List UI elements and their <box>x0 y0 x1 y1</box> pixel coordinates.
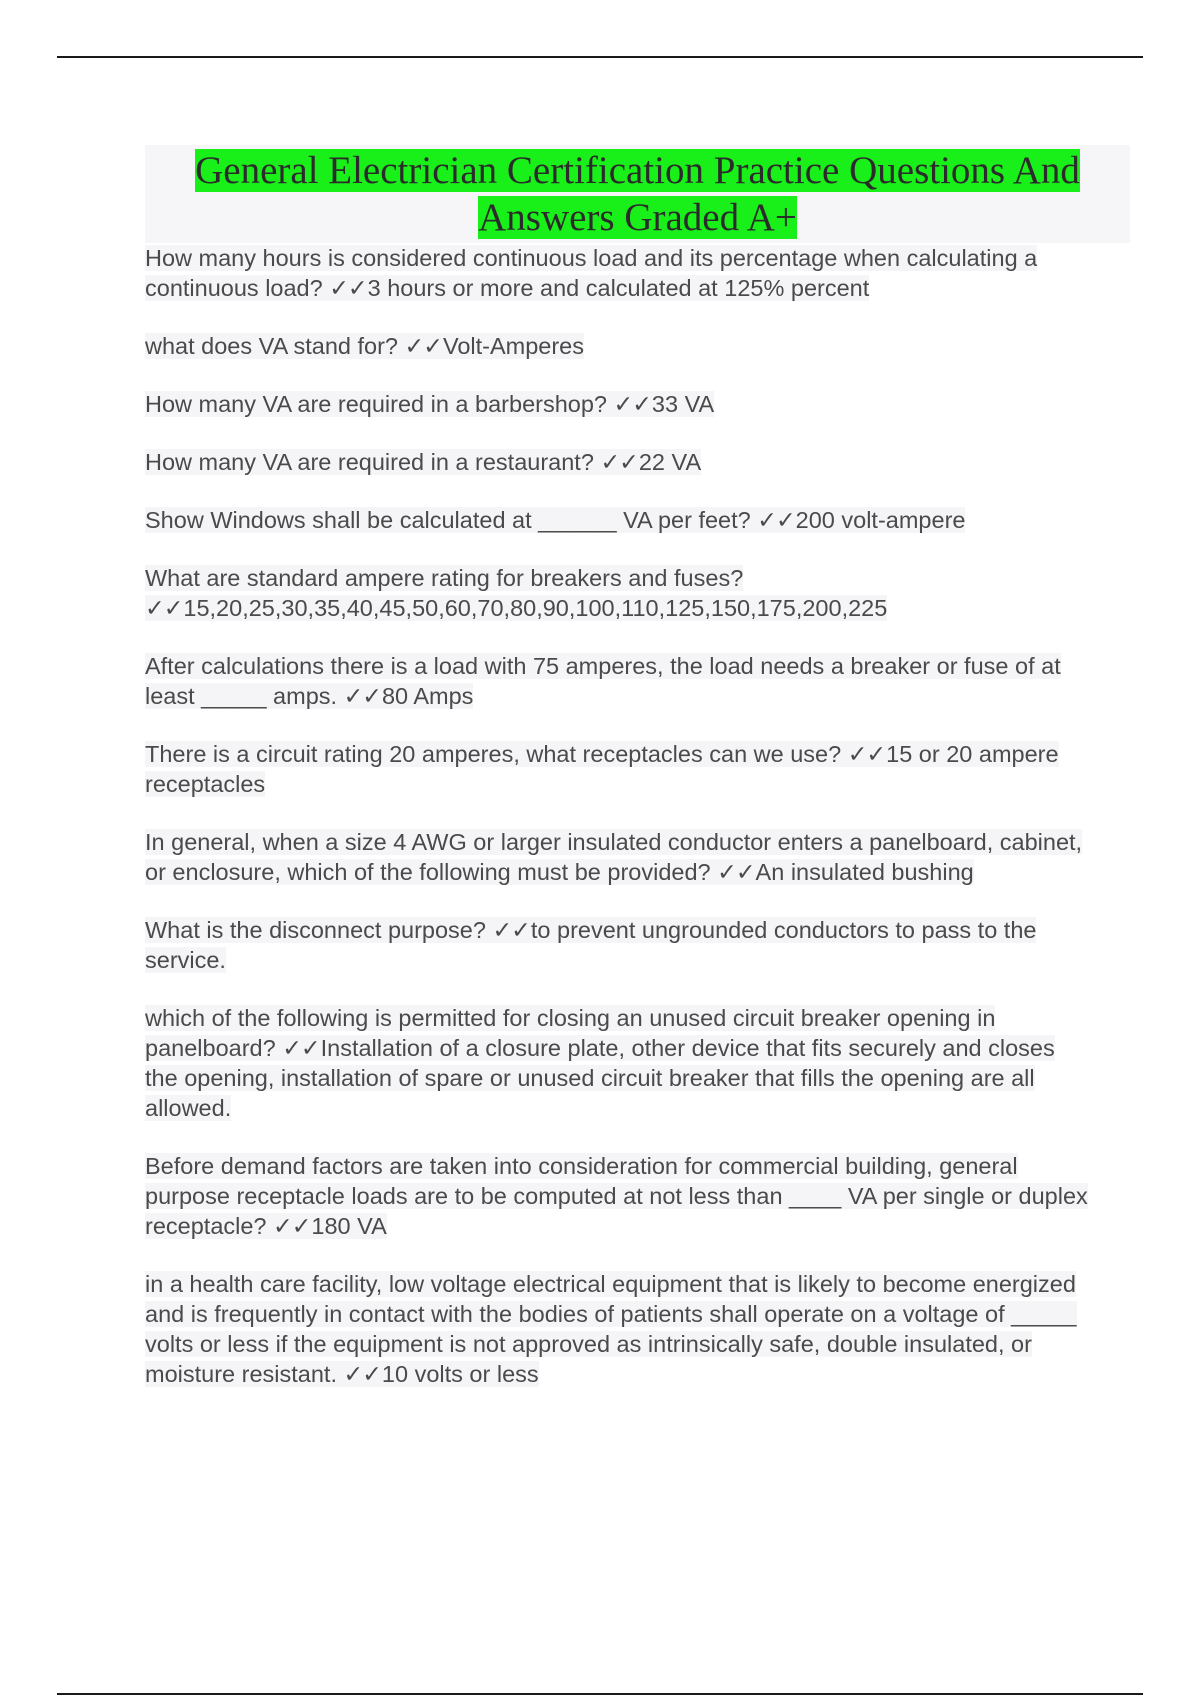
qa-text <box>145 1153 1088 1239</box>
qa-item <box>145 389 1090 419</box>
answer-text: 200 volt-ampere <box>795 507 966 533</box>
question-text: What are standard ampere rating for breakers and fuses? <box>145 565 744 591</box>
question-text: which of the following is permitted for closing an unused circuit breaker opening in panelboard? <box>145 1005 996 1061</box>
question-text: After calculations there is a load with 75 amperes, the load needs a breaker or fuse of at least _____ amps. <box>145 653 1061 709</box>
qa-item <box>145 1269 1090 1389</box>
qa-text <box>145 449 701 475</box>
double-check-icon: ✓✓ <box>717 859 755 885</box>
double-check-icon: ✓✓ <box>600 449 638 475</box>
qa-text <box>145 741 1059 797</box>
double-check-icon: ✓✓ <box>329 275 367 301</box>
bottom-rule <box>57 1693 1143 1695</box>
double-check-icon: ✓✓ <box>847 741 886 767</box>
qa-item <box>145 915 1090 975</box>
question-text: Show Windows shall be calculated at ______ VA per feet? <box>145 507 751 533</box>
title-block <box>145 145 1130 243</box>
double-check-icon: ✓✓ <box>404 333 442 359</box>
question-text: How many VA are required in a barbershop? <box>145 391 607 417</box>
qa-item <box>145 447 1090 477</box>
question-text: How many VA are required in a restaurant? <box>145 449 594 475</box>
question-text: Before demand factors are taken into consideration for commercial building, general purpose receptacle loads are to be computed at not less than ____ VA per single or duplex receptacle? <box>145 1153 1088 1239</box>
double-check-icon: ✓✓ <box>145 595 183 621</box>
answer-text: 22 VA <box>638 449 702 475</box>
qa-item <box>145 1151 1090 1241</box>
qa-text <box>145 653 1061 709</box>
qa-text <box>145 829 1082 885</box>
answer-text: 10 volts or less <box>381 1361 539 1387</box>
qa-list <box>145 243 1090 1389</box>
qa-item <box>145 1003 1090 1123</box>
answer-text: to prevent ungrounded conductors to pass to the service. <box>145 917 1037 973</box>
qa-item <box>145 739 1090 799</box>
qa-item <box>145 827 1090 887</box>
answer-text: 180 VA <box>311 1213 387 1239</box>
qa-text <box>145 245 1037 301</box>
qa-item <box>145 331 1090 361</box>
answer-text: Installation of a closure plate, other device that fits securely and closes the opening, installation of spare or unused circuit breaker that fills the opening are all allowed. <box>145 1035 1055 1121</box>
double-check-icon: ✓✓ <box>343 683 381 709</box>
answer-text: 33 VA <box>651 391 715 417</box>
answer-text: 80 Amps <box>381 683 474 709</box>
qa-item <box>145 651 1090 711</box>
qa-text <box>145 1005 1055 1121</box>
answer-text: Volt-Amperes <box>442 333 584 359</box>
qa-text <box>145 391 714 417</box>
qa-text <box>145 507 965 533</box>
qa-item <box>145 243 1090 303</box>
qa-text <box>145 1271 1077 1387</box>
double-check-icon: ✓✓ <box>273 1213 311 1239</box>
double-check-icon: ✓✓ <box>492 917 530 943</box>
question-text: There is a circuit rating 20 amperes, what receptacles can we use? <box>145 741 842 767</box>
answer-text: 15 or 20 ampere receptacles <box>145 741 1059 797</box>
answer-text: 3 hours or more and calculated at 125% percent <box>367 275 870 301</box>
qa-text <box>145 565 887 621</box>
answer-text: An insulated bushing <box>755 859 974 885</box>
question-text: in a health care facility, low voltage electrical equipment that is likely to become energized and is frequently in contact with the bodies of patients shall operate on a voltage of _____ volts or less if the equipment is not approved as intrinsically safe, double insulated, or moisture resistant. <box>145 1271 1077 1387</box>
double-check-icon: ✓✓ <box>757 507 795 533</box>
question-text: How many hours is considered continuous load and its percentage when calculating a continuous load? <box>145 245 1038 301</box>
double-check-icon: ✓✓ <box>282 1035 320 1061</box>
question-text: What is the disconnect purpose? <box>145 917 486 943</box>
question-text: what does VA stand for? <box>145 333 399 359</box>
answer-text: 15,20,25,30,35,40,45,50,60,70,80,90,100,110,125,150,175,200,225 <box>183 595 888 621</box>
double-check-icon: ✓✓ <box>613 391 651 417</box>
question-text: In general, when a size 4 AWG or larger insulated conductor enters a panelboard, cabinet, or enclosure, which of the following must be provided? <box>145 829 1083 885</box>
double-check-icon: ✓✓ <box>343 1361 381 1387</box>
qa-item <box>145 505 1090 535</box>
top-rule <box>57 56 1143 58</box>
qa-item <box>145 563 1090 623</box>
qa-text <box>145 917 1036 973</box>
document-body <box>145 145 1090 1417</box>
qa-text <box>145 333 584 359</box>
page-title: General Electrician Certification Practice Questions And Answers Graded A+ <box>195 149 1080 239</box>
